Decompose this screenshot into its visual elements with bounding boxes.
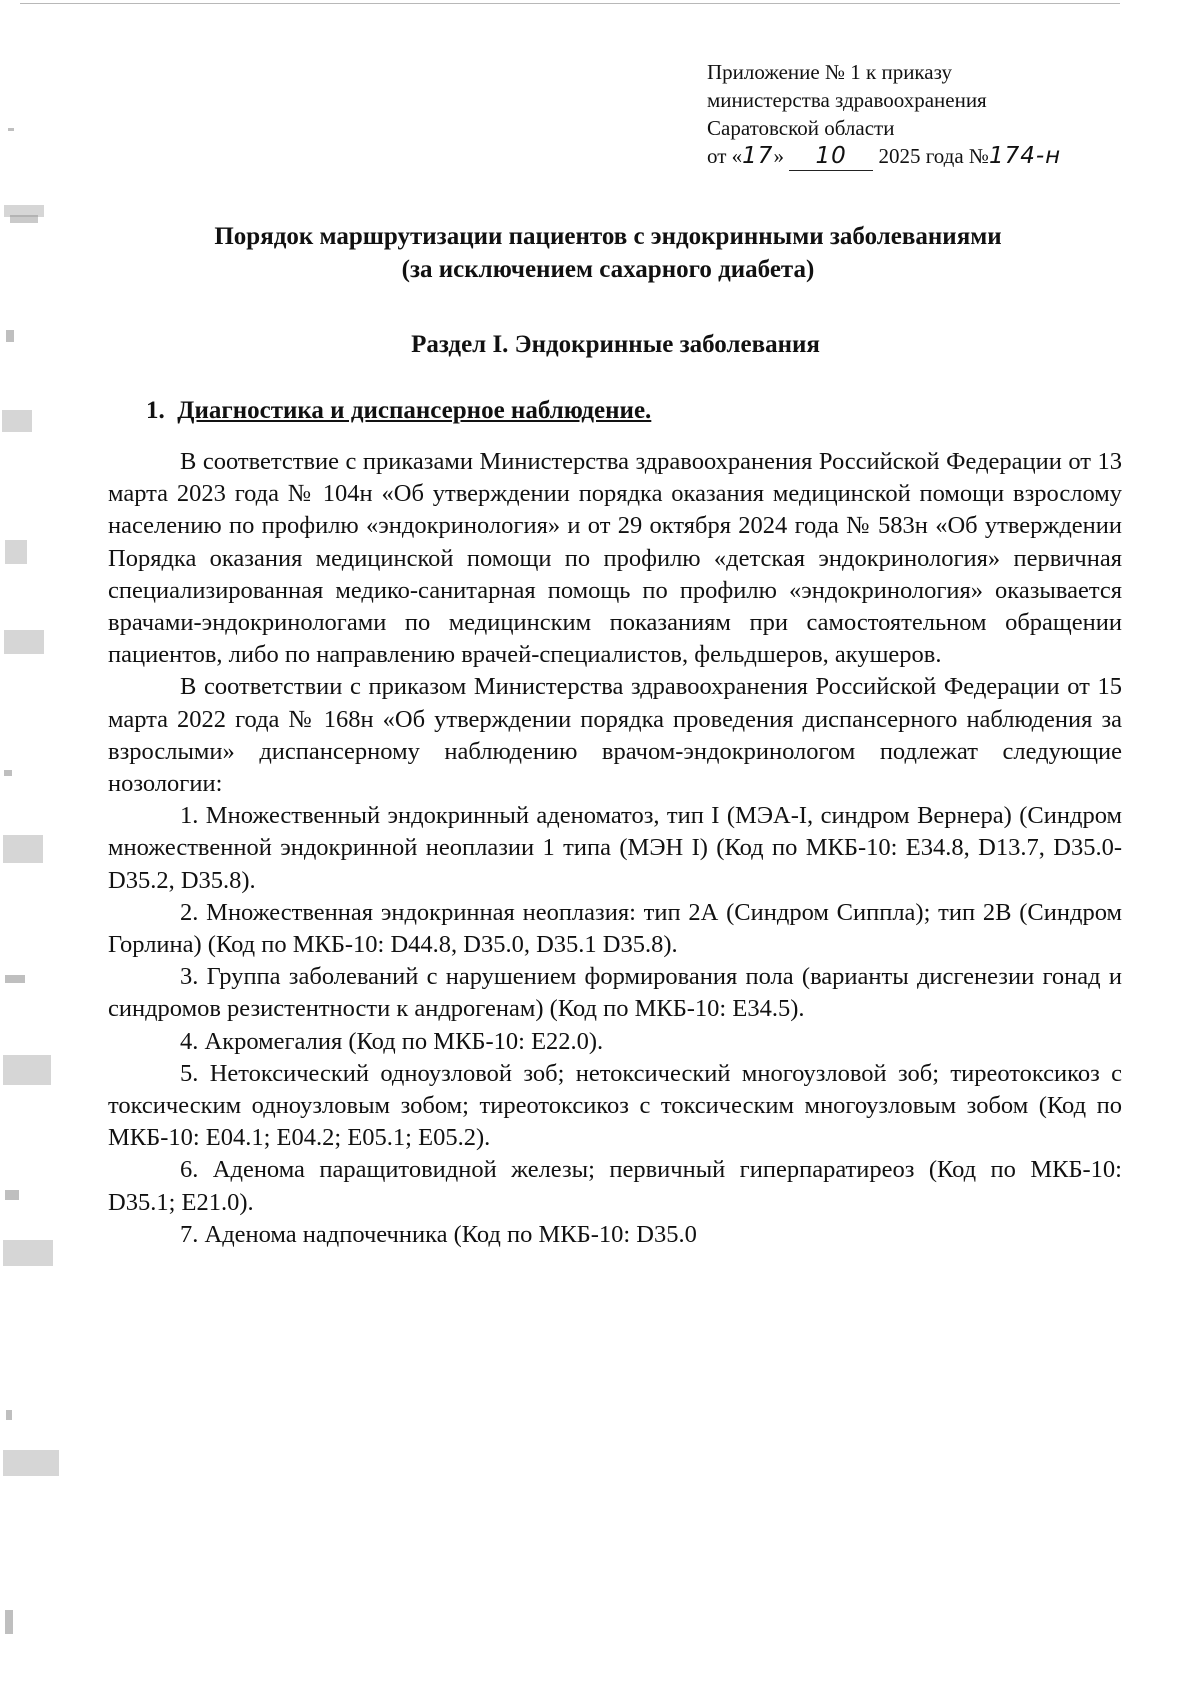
list-item-6: 6. Аденома паращитовидной железы; первичный гиперпаратиреоз (Код по МКБ-10: D35.1; E21.0). xyxy=(108,1156,1122,1216)
date-year: 2025 года № xyxy=(873,144,989,168)
date-prefix: от « xyxy=(707,144,743,168)
heading-text: Диагностика и диспансерное наблюдение. xyxy=(177,397,652,424)
appendix-line-3: Саратовской области xyxy=(707,116,895,140)
handwritten-order-number: 174-н xyxy=(988,143,1062,169)
document-body xyxy=(108,446,1122,1251)
scan-top-edge xyxy=(20,3,1120,4)
title-line-1: Порядок маршрутизации пациентов с эндокринными заболеваниями xyxy=(214,223,1002,250)
list-item-4: 4. Акромегалия (Код по МКБ-10: E22.0). xyxy=(180,1027,604,1055)
scan-left-edge-noise xyxy=(0,0,60,1695)
list-item-3: 3. Группа заболеваний с нарушением формирования пола (варианты дисгенезии гонад и синдромов резистентности к андрогенам) (Код по МКБ-10: E34.5). xyxy=(108,963,1122,1023)
section-title: Раздел I. Эндокринные заболевания xyxy=(411,331,820,358)
subsection-heading xyxy=(146,394,651,427)
title-line-2: (за исключением сахарного диабета) xyxy=(401,256,815,283)
paragraph-intro: В соответствие с приказами Министерства здравоохранения Российской Федерации от 13 марта 2023 года № 104н «Об утверждении порядка оказания медицинской помощи взрослому населению по профилю «эндокринология» и от 29 октября 2024 года № 583н «Об утверждении Порядка оказания медицинской помощи по профилю «детская эндокринология» первичная специализированная медико-санитарная помощь по профилю «эндокринология» оказывается врачами-эндокринологами по медицинским показаниям при самостоятельном обращении пациентов, либо по направлению врачей-специалистов, фельдшеров, акушеров. xyxy=(108,448,1122,669)
list-item-1: 1. Множественный эндокринный аденоматоз, тип I (МЭА-I, синдром Вернера) (Синдром множественной эндокринной неоплазии 1 типа (МЭН I) (Код по МКБ-10: E34.8, D13.7, D35.0-D35.2, D35.8). xyxy=(108,802,1122,894)
appendix-line-1: Приложение № 1 к приказу xyxy=(707,60,952,84)
heading-number: 1. xyxy=(146,397,165,424)
list-item-5: 5. Нетоксический одноузловой зоб; нетоксический многоузловой зоб; тиреотоксикоз с токсическим одноузловым зобом; тиреотоксикоз с токсическим многоузловым зобом (Код по МКБ-10: E04.1; E04.2; E05.1; E05.2). xyxy=(108,1059,1122,1152)
appendix-line-2: министерства здравоохранения xyxy=(707,88,987,112)
document-title xyxy=(108,220,1108,286)
handwritten-month: 10 xyxy=(789,142,873,171)
appendix-header xyxy=(707,58,1127,171)
handwritten-day: 17 xyxy=(742,143,774,169)
date-mid: » xyxy=(773,144,790,168)
list-item-2: 2. Множественная эндокринная неоплазия: тип 2А (Синдром Сиппла); тип 2В (Синдром Горлина) (Код по МКБ-10: D44.8, D35.0, D35.1 D35.8). xyxy=(108,898,1122,959)
paragraph-dispensary: В соответствии с приказом Министерства здравоохранения Российской Федерации от 15 марта 2022 года № 168н «Об утверждении порядка проведения диспансерного наблюдения за взрослыми» диспансерному наблюдению врачом-эндокринологом подлежат следующие нозологии: xyxy=(108,673,1122,798)
appendix-date-line xyxy=(707,142,1127,171)
list-item-7: 7. Аденома надпочечника (Код по МКБ-10: D35.0 xyxy=(180,1220,697,1248)
